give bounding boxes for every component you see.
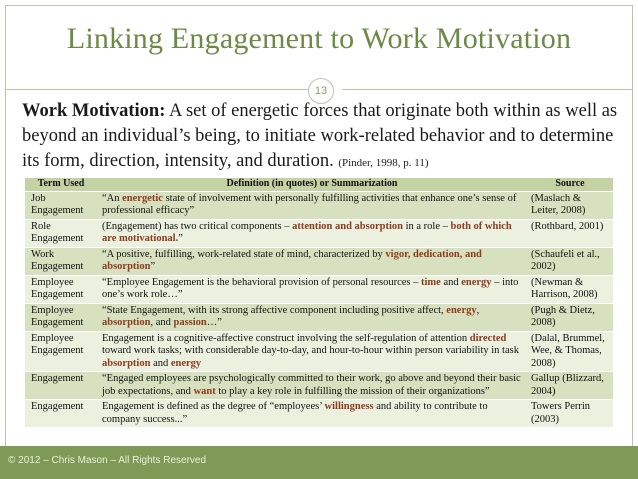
term-cell: Employee Engagement [25,303,97,331]
title-divider-left [6,89,310,90]
highlighted-keyword: time [420,276,441,288]
header-term-used: Term Used [25,178,97,191]
definition-cell [97,219,527,247]
definition-text: “State Engagement, with its strong affective component including positive affect, [102,304,447,316]
source-cell: (Pugh & Dietz, 2008) [527,303,613,331]
highlighted-keyword: want [193,385,216,397]
definition-cell [97,331,527,372]
definition-text: Engagement is a cognitive-affective construct involving the self-regulation of attention [102,332,470,344]
definition-cell [97,247,527,275]
definition-cell [97,303,527,331]
definition-text: ” [178,233,183,244]
term-cell: Engagement [25,372,97,400]
source-cell: (Newman & Harrison, 2008) [527,275,613,303]
source-cell: (Dalal, Brummel, Wee, & Thomas, 2008) [527,331,613,372]
highlighted-keyword: absorption [102,317,151,328]
highlighted-keyword: energy [446,304,477,316]
definition-cell [97,275,527,303]
work-motivation-definition [22,99,628,176]
definition-text: “A positive, fulfilling, work-related state of mind, characterized by [102,248,386,260]
highlighted-keyword: energy [170,357,202,369]
table-row [25,191,613,219]
header-definition: Definition (in quotes) or Summarization [97,178,527,191]
source-cell: (Schaufeli et al., 2002) [527,247,613,275]
definition-text: state of involvement with personally fulfilling activities that enhance one’s sense of professional efficacy” [102,192,517,216]
highlighted-keyword: vigor, dedication, and absorption [102,248,482,272]
definition-text: “An [102,192,123,204]
table-row [25,303,613,331]
definition-text: in a role – [402,220,451,232]
definition-text: ” [150,261,156,272]
definition-text: Engagement is defined as the degree of “employees’ [102,401,325,412]
engagement-definitions-table [25,178,613,427]
definition-text: “Engaged employees are psychologically committed to their work, go above and beyond their basic job expectations, and [102,373,521,397]
definition-text: and ability to contribute to company success...” [102,401,488,425]
definition-citation: (Pinder, 1998, p. 11) [338,157,429,169]
source-cell: Gallup (Blizzard, 2004) [527,372,613,400]
table-body [25,191,613,427]
definition-cell [97,400,527,428]
table-row [25,331,613,372]
slide-title: Linking Engagement to Work Motivation [66,22,572,55]
source-cell: (Rothbard, 2001) [527,219,613,247]
definition-text: – into one’s work role…” [102,276,519,300]
term-cell: Employee Engagement [25,331,97,372]
definition-text: to play a key role in fulfilling the mission of their organizations” [215,385,490,397]
table-row [25,247,613,275]
highlighted-keyword: directed [469,332,507,344]
definition-body: A set of energetic forces that originate both within as well as beyond an individual’s being, to initiate work-related behavior and to determine its form, direction, intensity, and duration. [22,101,618,171]
title-divider-right [342,89,632,90]
definition-text: …” [206,317,222,328]
definition-text: toward work tasks; with considerable day-to-day, and hour-to-hour within person variability in task [102,345,519,356]
definition-text: “Employee Engagement is the behavioral provision of personal resources – [102,276,421,288]
highlighted-keyword: attention and absorption [292,220,403,232]
source-cell: (Maslach & Leiter, 2008) [527,191,613,219]
term-cell: Engagement [25,400,97,428]
table-header-row [25,178,613,191]
definition-cell [97,372,527,400]
definition-text: , [476,304,480,316]
source-cell: Towers Perrin (2003) [527,400,613,428]
highlighted-keyword: absorption [102,357,151,369]
highlighted-keyword: energy [461,276,492,288]
table-row [25,275,613,303]
definition-text: and [440,276,462,288]
highlighted-keyword: energetic [122,192,163,204]
highlighted-keyword: willingness [324,401,374,412]
page-number-badge: 13 [308,78,334,104]
table-row [25,372,613,400]
table-row [25,400,613,428]
definition-text: , and [150,317,174,328]
term-cell: Role Engagement [25,219,97,247]
copyright-footer: © 2012 – Chris Mason – All Rights Reserved [8,455,207,466]
definition-text: (Engagement) has two critical components – [102,220,293,232]
definition-cell [97,191,527,219]
term-cell: Work Engagement [25,247,97,275]
definition-text: and [150,357,171,369]
highlighted-keyword: both of which are motivational. [102,220,512,244]
header-source: Source [527,178,613,191]
table-row [25,219,613,247]
highlighted-keyword: passion [173,317,207,328]
term-cell: Employee Engagement [25,275,97,303]
term-cell: Job Engagement [25,191,97,219]
definition-term: Work Motivation: [22,101,166,121]
